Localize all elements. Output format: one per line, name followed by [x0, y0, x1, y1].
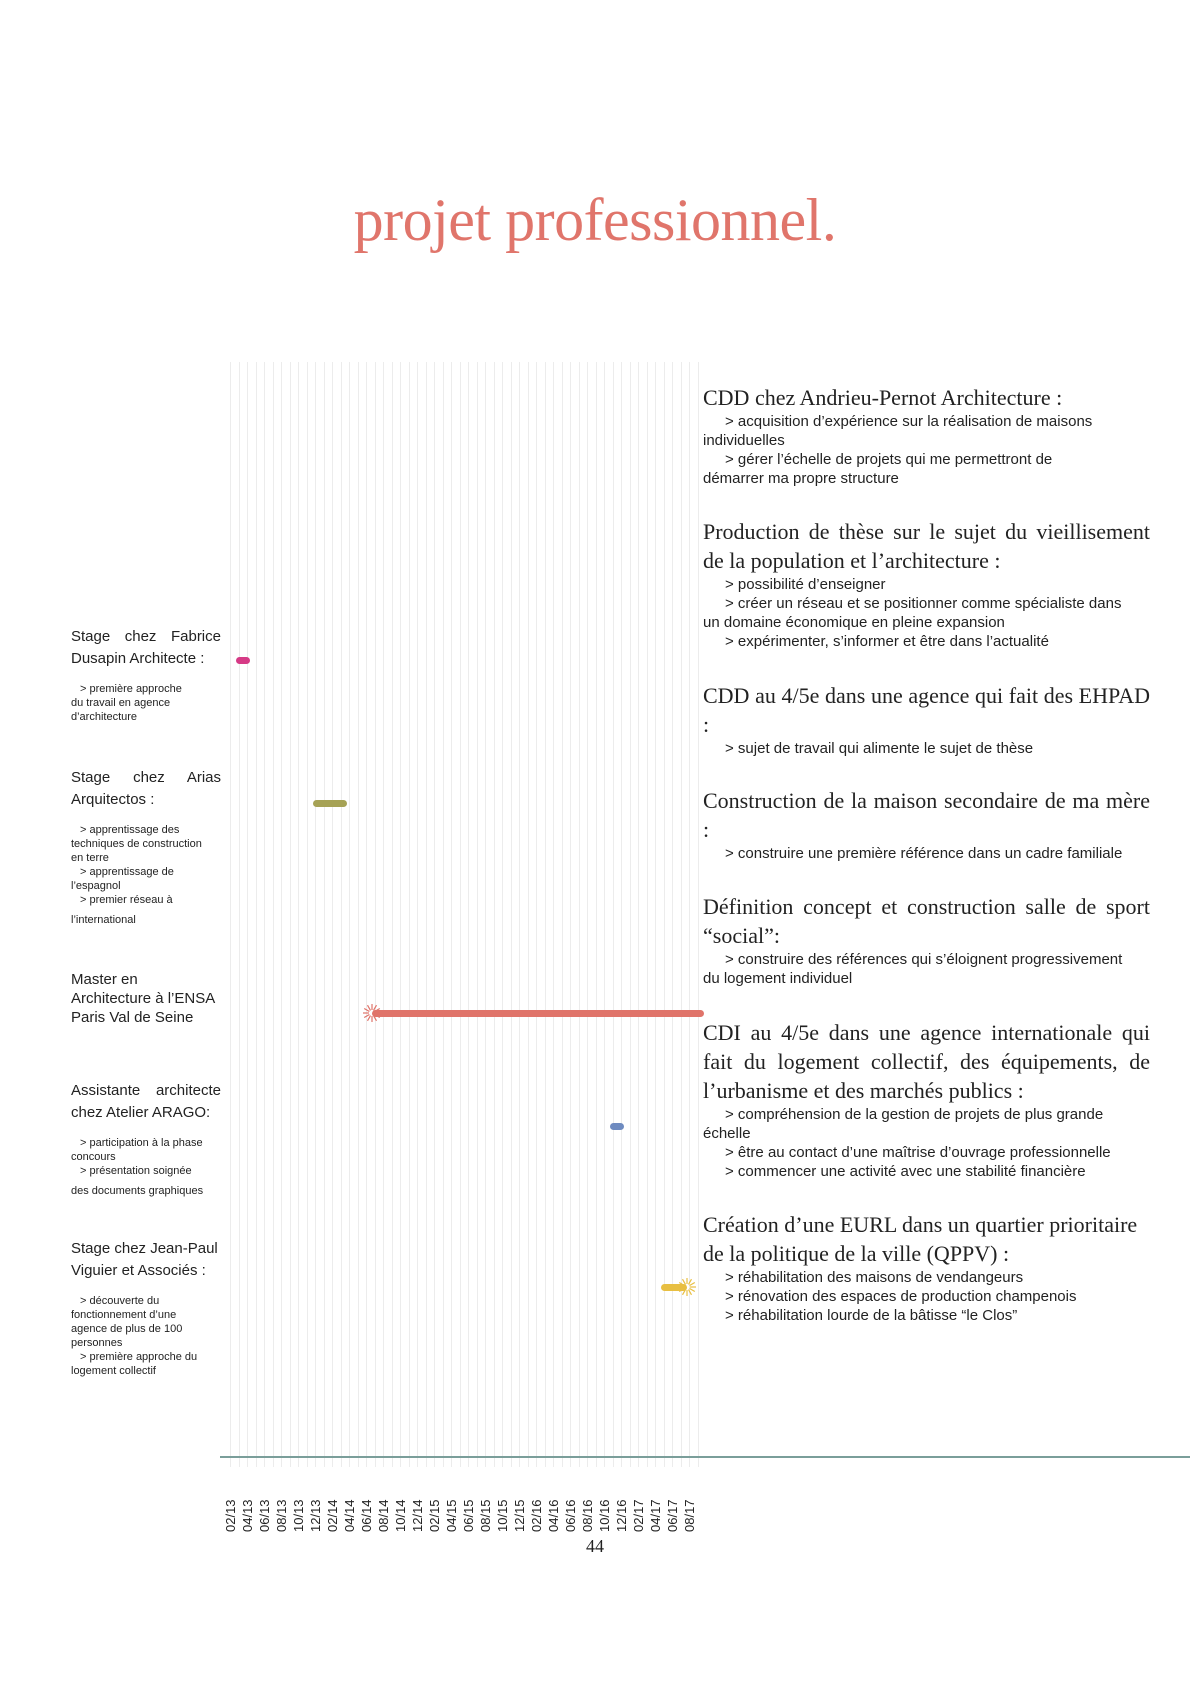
detail-line: > rénovation des espaces de production champenois: [725, 1288, 1077, 1305]
timeline-axis: [220, 1456, 1190, 1458]
detail-line: > compréhension de la gestion de projets de plus grande: [725, 1106, 1104, 1123]
tick-label: 06/14: [359, 1499, 374, 1532]
detail-line: > possibilité d’enseigner: [725, 576, 886, 593]
tick-label: 04/14: [342, 1499, 357, 1532]
detail-line: du travail en agence: [71, 697, 171, 709]
right-item-details: [703, 739, 1150, 758]
right-item-these: [703, 517, 1150, 651]
grid-line: [519, 362, 520, 1467]
grid-line: [536, 362, 537, 1467]
left-item-dusapin: [71, 626, 221, 724]
grid-line: [341, 362, 342, 1467]
detail-line: > présentation soignée: [80, 1165, 192, 1177]
right-item-cdd-ehpad: [703, 681, 1150, 758]
grid-line: [579, 362, 580, 1467]
left-item-details: [71, 682, 221, 724]
right-item-details: [703, 950, 1150, 988]
timeline-bar: [236, 657, 250, 664]
grid-line: [264, 362, 265, 1467]
detail-line: en terre: [71, 852, 109, 864]
grid-line: [349, 362, 350, 1467]
detail-line: > sujet de travail qui alimente le sujet de thèse: [725, 740, 1034, 757]
grid-line: [273, 362, 274, 1467]
grid-line: [230, 362, 231, 1467]
grid-line: [664, 362, 665, 1467]
tick-label: 10/13: [291, 1499, 306, 1532]
left-item-viguier: [71, 1238, 221, 1378]
detail-line: > apprentissage des: [80, 824, 180, 836]
right-item-heading: Production de thèse sur le sujet du vieillisement de la population et l’architecture :: [703, 519, 1150, 573]
grid-line: [239, 362, 240, 1467]
grid-line: [426, 362, 427, 1467]
detail-line: > apprentissage de: [80, 866, 174, 878]
detail-line: d’architecture: [71, 711, 138, 723]
detail-line: > expérimenter, s’informer et être dans l’actualité: [725, 633, 1049, 650]
left-item-heading: Assistante architecte chez Atelier ARAGO:: [71, 1082, 221, 1121]
detail-line: > acquisition d’expérience sur la réalisation de maisons: [725, 413, 1093, 430]
grid-line: [528, 362, 529, 1467]
tick-label: 02/15: [427, 1499, 442, 1532]
page-title: projet professionnel.: [353, 187, 837, 253]
tick-label: 08/13: [274, 1499, 289, 1532]
detail-line: logement collectif: [71, 1365, 156, 1377]
grid-line: [460, 362, 461, 1467]
grid-line: [392, 362, 393, 1467]
detail-line: > participation à la phase: [80, 1137, 203, 1149]
right-item-heading: CDD chez Andrieu-Pernot Architecture :: [703, 385, 1063, 410]
grid-line: [511, 362, 512, 1467]
detail-line: > être au contact d’une maîtrise d’ouvrage professionnelle: [725, 1144, 1111, 1161]
grid-line: [281, 362, 282, 1467]
detail-line: > premier réseau à: [80, 894, 173, 906]
detail-line: l’international: [71, 914, 136, 926]
left-item-arago: [71, 1080, 221, 1198]
timeline-bar: [313, 800, 347, 807]
right-item-heading: Construction de la maison secondaire de ma mère :: [703, 788, 1150, 842]
grid-line: [638, 362, 639, 1467]
left-item-heading: Master en Architecture à l’ENSA Paris Val de Seine: [71, 971, 215, 1026]
detail-line: l’espagnol: [71, 880, 121, 892]
tick-label: 08/14: [376, 1499, 391, 1532]
grid-line: [494, 362, 495, 1467]
tick-label: 04/17: [648, 1499, 663, 1532]
grid-line: [417, 362, 418, 1467]
detail-line: agence de plus de 100: [71, 1323, 183, 1335]
grid-line: [698, 362, 699, 1467]
grid-line: [298, 362, 299, 1467]
grid-line: [332, 362, 333, 1467]
grid-line: [502, 362, 503, 1467]
detail-line: > construire des références qui s’éloignent progressivement: [725, 951, 1123, 968]
detail-line: > première approche: [80, 683, 182, 695]
grid-line: [570, 362, 571, 1467]
detail-line: un domaine économique en pleine expansion: [703, 614, 1005, 631]
timeline-bar: [372, 1010, 704, 1017]
grid-line: [655, 362, 656, 1467]
grid-line: [477, 362, 478, 1467]
grid-line: [409, 362, 410, 1467]
tick-label: 06/17: [665, 1499, 680, 1532]
grid-line: [434, 362, 435, 1467]
grid-line: [307, 362, 308, 1467]
grid-line: [630, 362, 631, 1467]
tick-label: 06/16: [563, 1499, 578, 1532]
grid-line: [587, 362, 588, 1467]
tick-label: 12/14: [410, 1499, 425, 1532]
timeline-grid: [230, 362, 692, 1467]
grid-line: [324, 362, 325, 1467]
left-item-master: [71, 970, 216, 1027]
right-item-eurl: [703, 1210, 1150, 1325]
right-item-details: [703, 575, 1150, 651]
tick-label: 10/16: [597, 1499, 612, 1532]
detail-line: > commencer une activité avec une stabilité financière: [725, 1163, 1086, 1180]
grid-line: [247, 362, 248, 1467]
tick-label: 08/16: [580, 1499, 595, 1532]
tick-label: 12/16: [614, 1499, 629, 1532]
grid-line: [400, 362, 401, 1467]
right-item-details: [703, 1268, 1150, 1325]
left-item-details: [71, 1136, 221, 1198]
tick-label: 10/15: [495, 1499, 510, 1532]
grid-line: [604, 362, 605, 1467]
right-item-cdi: [703, 1018, 1150, 1181]
tick-label: 08/15: [478, 1499, 493, 1532]
tick-label: 02/17: [631, 1499, 646, 1532]
grid-line: [562, 362, 563, 1467]
starburst-icon: [362, 1003, 382, 1023]
left-item-heading: Stage chez Jean-Paul Viguier et Associés :: [71, 1240, 218, 1279]
page-number: 44: [586, 1536, 604, 1556]
tick-label: 08/17: [682, 1499, 697, 1532]
right-item-details: [703, 844, 1150, 863]
tick-label: 04/16: [546, 1499, 561, 1532]
detail-line: > réhabilitation des maisons de vendangeurs: [725, 1269, 1024, 1286]
tick-label: 02/13: [223, 1499, 238, 1532]
detail-line: concours: [71, 1151, 116, 1163]
right-item-details: [703, 1105, 1150, 1181]
tick-label: 04/13: [240, 1499, 255, 1532]
left-item-heading: Stage chez Arias Arquitectos :: [71, 769, 221, 808]
tick-label: 06/15: [461, 1499, 476, 1532]
tick-label: 10/14: [393, 1499, 408, 1532]
grid-line: [375, 362, 376, 1467]
right-item-maison: [703, 786, 1150, 863]
grid-line: [256, 362, 257, 1467]
left-item-heading: Stage chez Fabrice Dusapin Architecte :: [71, 628, 221, 667]
grid-line: [553, 362, 554, 1467]
tick-label: 04/15: [444, 1499, 459, 1532]
tick-label: 02/14: [325, 1499, 340, 1532]
grid-line: [545, 362, 546, 1467]
grid-line: [290, 362, 291, 1467]
right-item-cdd-andrieu: [703, 383, 1150, 488]
detail-line: > découverte du: [80, 1295, 160, 1307]
detail-line: > première approche du: [80, 1351, 198, 1363]
tick-label: 12/15: [512, 1499, 527, 1532]
left-item-details: [71, 823, 221, 927]
grid-line: [689, 362, 690, 1467]
right-item-heading: Définition concept et construction salle de sport “social”:: [703, 894, 1150, 948]
right-item-details: [703, 412, 1150, 488]
tick-label: 02/16: [529, 1499, 544, 1532]
detail-line: > réhabilitation lourde de la bâtisse “le Clos”: [725, 1307, 1018, 1324]
grid-line: [596, 362, 597, 1467]
detail-line: démarrer ma propre structure: [703, 470, 899, 487]
grid-line: [358, 362, 359, 1467]
left-item-arias: [71, 767, 221, 927]
left-item-details: [71, 1294, 221, 1378]
detail-line: fonctionnement d’une: [71, 1309, 177, 1321]
detail-line: > créer un réseau et se positionner comme spécialiste dans: [725, 595, 1122, 612]
grid-line: [443, 362, 444, 1467]
grid-line: [468, 362, 469, 1467]
detail-line: des documents graphiques: [71, 1185, 204, 1197]
grid-line: [451, 362, 452, 1467]
grid-line: [647, 362, 648, 1467]
grid-line: [485, 362, 486, 1467]
grid-line: [366, 362, 367, 1467]
grid-line: [613, 362, 614, 1467]
right-item-heading: CDD au 4/5e dans une agence qui fait des EHPAD :: [703, 683, 1150, 737]
timeline-bar: [610, 1123, 624, 1130]
detail-line: > construire une première référence dans un cadre familiale: [725, 845, 1123, 862]
detail-line: techniques de construction: [71, 838, 202, 850]
detail-line: échelle: [703, 1125, 751, 1142]
grid-line: [681, 362, 682, 1467]
detail-line: individuelles: [703, 432, 785, 449]
tick-label: 06/13: [257, 1499, 272, 1532]
right-item-heading: Création d’une EURL dans un quartier prioritaire de la politique de la ville (QPPV) :: [703, 1212, 1138, 1266]
right-item-salle-sport: [703, 892, 1150, 988]
tick-label: 12/13: [308, 1499, 323, 1532]
grid-line: [315, 362, 316, 1467]
right-item-heading: CDI au 4/5e dans une agence internationale qui fait du logement collectif, des équipements, de l’urbanisme et des marchés publics :: [703, 1020, 1150, 1103]
detail-line: du logement individuel: [703, 970, 853, 987]
starburst-icon: [677, 1277, 697, 1297]
grid-line: [383, 362, 384, 1467]
detail-line: > gérer l’échelle de projets qui me permettront de: [725, 451, 1053, 468]
grid-line: [672, 362, 673, 1467]
detail-line: personnes: [71, 1337, 123, 1349]
grid-line: [621, 362, 622, 1467]
